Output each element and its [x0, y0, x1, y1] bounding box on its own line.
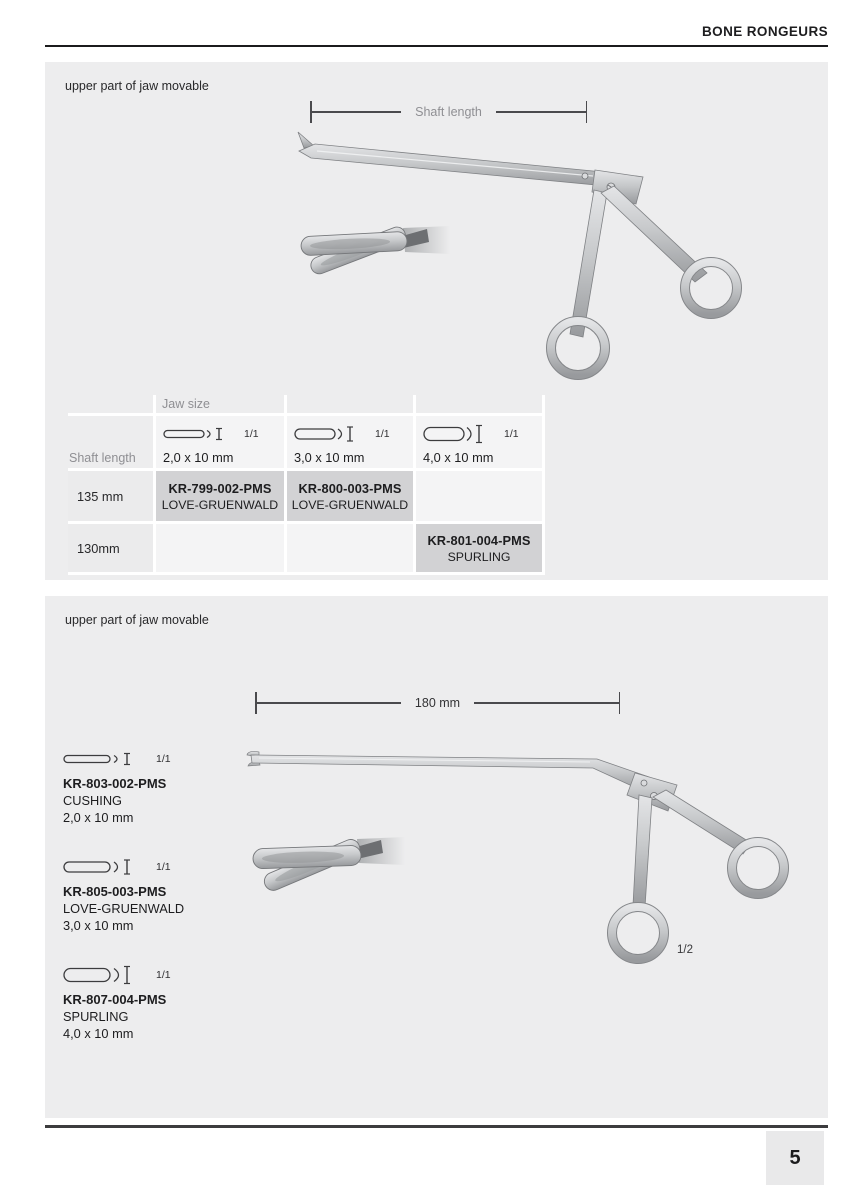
product-name: SPURLING	[447, 549, 511, 564]
jaw-size-value: 2,0 x 10 mm	[163, 450, 234, 465]
product-code: KR-801-004-PMS	[427, 532, 531, 548]
product-entry	[63, 749, 184, 826]
product-name: CUSHING	[63, 793, 123, 808]
product-code: KR-803-002-PMS	[63, 776, 167, 791]
product-size: 4,0 x 10 mm	[63, 1026, 134, 1041]
jaw-size-table	[68, 395, 545, 575]
product-name: LOVE-GRUENWALD	[161, 497, 279, 512]
jaw-profile-icon	[163, 424, 237, 444]
panel-jaw-movable-table	[45, 62, 828, 580]
page-number-box	[766, 1131, 824, 1185]
jaw-profile-icon	[63, 857, 149, 877]
product-name: LOVE-GRUENWALD	[63, 901, 185, 916]
rongeur-instrument-image	[295, 130, 745, 385]
product-entry	[63, 857, 184, 934]
empty-cell	[156, 524, 284, 572]
table-spacer-cell	[416, 395, 542, 413]
dimension-label: 180 mm	[414, 696, 461, 710]
panel-jaw-movable-products	[45, 596, 828, 1118]
column-header-jaw-3mm	[287, 416, 413, 468]
shaft-length-dimension	[310, 101, 587, 123]
product-size: 2,0 x 10 mm	[63, 810, 134, 825]
product-list	[63, 749, 184, 1073]
product-cell	[416, 524, 542, 572]
page-title: BONE RONGEURS	[702, 24, 828, 39]
scale-label: 1/1	[375, 428, 390, 440]
empty-cell	[287, 524, 413, 572]
table-spacer-cell	[68, 395, 153, 413]
jaw-profile-icon	[423, 424, 497, 444]
scale-label: 1/1	[244, 428, 259, 440]
product-name: LOVE-GRUENWALD	[291, 497, 409, 512]
shaft-length-value: 130mm	[68, 524, 153, 572]
shaft-length-value: 135 mm	[68, 471, 153, 521]
rongeur-instrument-image	[245, 735, 805, 985]
product-size: 3,0 x 10 mm	[63, 918, 134, 933]
shaft-length-header: Shaft length	[68, 416, 153, 468]
jaw-profile-icon	[63, 749, 149, 769]
scale-label: 1/1	[156, 969, 171, 981]
dimension-line	[474, 702, 618, 704]
jaw-tip-detail	[253, 837, 405, 893]
product-cell	[287, 471, 413, 521]
jaw-size-value: 4,0 x 10 mm	[423, 450, 494, 465]
product-code: KR-807-004-PMS	[63, 992, 167, 1007]
table-spacer-cell	[287, 395, 413, 413]
product-entry	[63, 965, 184, 1042]
image-scale-label: 1/2	[677, 944, 693, 956]
product-code: KR-805-003-PMS	[63, 884, 167, 899]
dimension-label: Shaft length	[415, 105, 482, 119]
jaw-tip-detail	[301, 225, 450, 277]
empty-cell	[416, 471, 542, 521]
column-header-jaw-4mm	[416, 416, 542, 468]
panel-caption: upper part of jaw movable	[65, 79, 209, 93]
scale-label: 1/1	[156, 861, 171, 873]
page-number: 5	[789, 1146, 801, 1169]
header-divider	[45, 45, 828, 47]
product-code: KR-800-003-PMS	[298, 480, 402, 496]
scale-label: 1/1	[504, 428, 519, 440]
column-header-jaw-2mm	[156, 416, 284, 468]
dimension-line	[257, 702, 401, 704]
product-name: SPURLING	[63, 1009, 129, 1024]
jaw-size-header: Jaw size	[156, 395, 284, 413]
scale-label: 1/1	[156, 753, 171, 765]
panel-caption: upper part of jaw movable	[65, 613, 209, 627]
footer-divider	[45, 1125, 828, 1128]
product-code: KR-799-002-PMS	[168, 480, 272, 496]
jaw-size-value: 3,0 x 10 mm	[294, 450, 365, 465]
jaw-profile-icon	[63, 965, 149, 985]
dimension-line	[312, 111, 402, 113]
dimension-tick-right	[619, 692, 621, 714]
length-dimension-180mm	[255, 692, 620, 714]
dimension-line	[496, 111, 586, 113]
jaw-profile-icon	[294, 424, 368, 444]
product-cell	[156, 471, 284, 521]
dimension-tick-right	[586, 101, 588, 123]
